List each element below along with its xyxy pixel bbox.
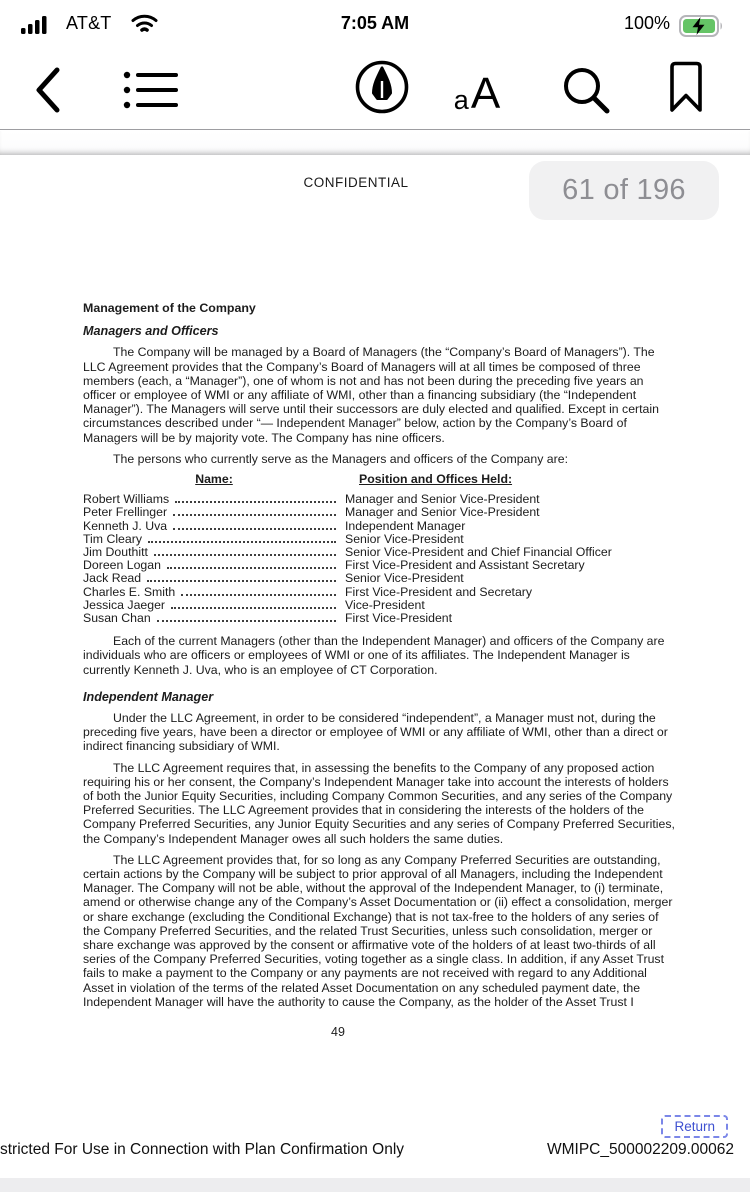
back-button[interactable] xyxy=(32,63,64,117)
text-size-small-glyph: a xyxy=(453,85,469,115)
document-content xyxy=(83,301,675,1039)
dot-leader xyxy=(154,554,336,556)
status-bar xyxy=(0,0,750,54)
page-indicator: 61 of 196 xyxy=(529,161,719,220)
officers-table xyxy=(83,472,675,624)
officer-name: Peter Frellinger xyxy=(83,505,168,520)
search-button[interactable] xyxy=(560,64,614,118)
officer-position: Manager and Senior Vice-President xyxy=(345,492,540,507)
dot-leader xyxy=(181,594,336,596)
dot-leader xyxy=(148,541,336,543)
dot-leader xyxy=(167,567,336,569)
name-column-header: Name: xyxy=(195,472,233,487)
background-strip xyxy=(0,1178,750,1192)
table-row xyxy=(83,505,675,518)
table-row xyxy=(83,545,675,558)
paragraph-board: The Company will be managed by a Board of Managers (the “Company’s Board of Managers”). The LLC Agreement provides that the Company’s Board of Managers will at all times be composed of three members (each, a “Manager”), one of whom is not and has not been during the preceding five years an officer or employee of WMI or any affiliate of WMI, other than a financing subsidiary (the “Independent Manager”). The Managers will serve until their successors are duly elected and qualified. Except in certain circumstances described under “— Independent Manager” below, action by the Company’s Board of Managers will be by majority vote. The Company has nine officers. xyxy=(83,345,659,445)
dot-leader xyxy=(173,514,336,516)
bookmark-icon xyxy=(666,60,706,114)
officer-name: Doreen Logan xyxy=(83,558,161,573)
table-row xyxy=(83,571,675,584)
dot-leader xyxy=(147,580,336,582)
table-row xyxy=(83,611,675,624)
paragraph-requires: The LLC Agreement requires that, in assessing the benefits to the Company of any proposed action requiring his or her consent, the Company’s Independent Manager take into account the interests of holders of both the Junior Equity Securities, including Company Common Securities, and any series of the Company Preferred Securities. The LLC Agreement provides that in considering the interests of the holders of the Company Preferred Securities, any Junior Equity Securities and any series of Company Preferred Securities, the Company’s Independent Manager owes all such holders the same duties. xyxy=(83,760,675,846)
officer-position: First Vice-President and Assistant Secretary xyxy=(345,558,585,573)
annotate-button[interactable] xyxy=(354,59,410,115)
table-row xyxy=(83,585,675,598)
paragraph-each: Each of the current Managers (other than the Independent Manager) and officers of the Company are individuals who are officers or employees of WMI or one of its affiliates. The Independent Manager is currently Kenneth J. Uva, who is an employee of CT Corporation. xyxy=(83,634,665,677)
officer-name: Tim Cleary xyxy=(83,531,142,546)
officer-position: First Vice-President and Secretary xyxy=(345,584,533,599)
officer-position: Senior Vice-President and Chief Financial Officer xyxy=(345,544,612,559)
clock: 7:05 AM xyxy=(340,13,410,33)
search-icon xyxy=(560,64,614,118)
officer-position: Senior Vice-President xyxy=(345,531,464,546)
battery-charging-icon xyxy=(679,15,725,37)
officer-position: First Vice-President xyxy=(345,610,453,625)
return-link-button[interactable]: Return xyxy=(661,1115,728,1138)
paragraph-under: Under the LLC Agreement, in order to be considered “independent”, a Manager must not, during the preceding five years, have been a director or employee of WMI or any affiliate of WMI, other than a direct or indirect financing subsidiary of WMI. xyxy=(83,710,668,754)
scan-footer xyxy=(0,1141,750,1163)
table-row xyxy=(83,558,675,571)
officer-position: Independent Manager xyxy=(345,518,466,533)
officers-table-header xyxy=(83,472,675,486)
dot-leader xyxy=(157,620,336,622)
officer-name: Jessica Jaeger xyxy=(83,597,166,612)
independent-manager-heading: Independent Manager xyxy=(83,689,214,704)
section-heading: Management of the Company xyxy=(83,301,256,315)
position-column-header: Position and Offices Held: xyxy=(359,472,513,487)
officer-name: Jack Read xyxy=(83,571,142,586)
paragraph-provides: The LLC Agreement provides that, for so long as any Company Preferred Securities are outstanding, certain actions by the Company will be subject to prior approval of all Managers, including the Independent Manager. The Company will not be able, without the approval of the Independent Manager, to (i) terminate, amend or otherwise change any of the Company’s Asset Documentation or (ii) effect a consolidation, merger or share exchange (excluding the Conditional Exchange) that is not tax-free to the holders of any series of the Company Preferred Securities, and the related Trust Securities, unless such consolidation, merger or share exchange was approved by the consent or affirmative vote of the holders of at least two-thirds of all series of the Company Preferred Securities, voting together as a single class. In addition, if any Asset Trust fails to make a payment to the Company or any payments are not received with regard to any Additional Asset in violation of the terms of the related Asset Documentation on any scheduled payment date, the Independent Manager will have the authority to cause the Company, as the holder of the Asset Trust I xyxy=(83,852,673,1009)
table-row xyxy=(83,519,675,532)
confidential-stamp: CONFIDENTIAL xyxy=(303,175,409,190)
bates-number: WMIPC_500002209.00062 xyxy=(547,1141,734,1158)
restriction-notice: stricted For Use in Connection with Plan Confirmation Only xyxy=(0,1141,405,1158)
dot-leader xyxy=(171,607,336,609)
sub-heading: Managers and Officers xyxy=(83,324,219,339)
carrier-label: AT&T xyxy=(66,13,112,33)
table-row xyxy=(83,598,675,611)
document-page[interactable] xyxy=(0,155,750,1178)
contents-button[interactable] xyxy=(122,67,180,113)
officer-position: Vice-President xyxy=(345,597,425,612)
page-stack-edge xyxy=(0,131,750,155)
dot-leader xyxy=(175,501,336,503)
text-size-large-glyph: A xyxy=(470,69,501,118)
pen-in-circle-icon xyxy=(354,59,410,115)
text-settings-button[interactable] xyxy=(447,68,507,116)
reader-toolbar xyxy=(0,54,750,130)
officer-name: Susan Chan xyxy=(83,610,151,625)
officer-position: Senior Vice-President xyxy=(345,571,464,586)
table-row xyxy=(83,532,675,545)
officer-name: Robert Williams xyxy=(83,492,170,507)
chevron-left-icon xyxy=(32,63,64,117)
dot-leader xyxy=(173,528,336,530)
paragraph-persons: The persons who currently serve as the Managers and officers of the Company are: xyxy=(113,451,568,466)
scan-page-number: 49 xyxy=(331,1024,345,1039)
table-of-contents-icon xyxy=(122,67,180,113)
officer-position: Manager and Senior Vice-President xyxy=(345,505,540,520)
officer-name: Jim Douthitt xyxy=(83,544,148,559)
officer-name: Charles E. Smith xyxy=(83,584,176,599)
officer-name: Kenneth J. Uva xyxy=(83,518,168,533)
bookmark-button[interactable] xyxy=(666,60,706,114)
table-row xyxy=(83,492,675,505)
battery-percent-label: 100% xyxy=(623,13,670,33)
